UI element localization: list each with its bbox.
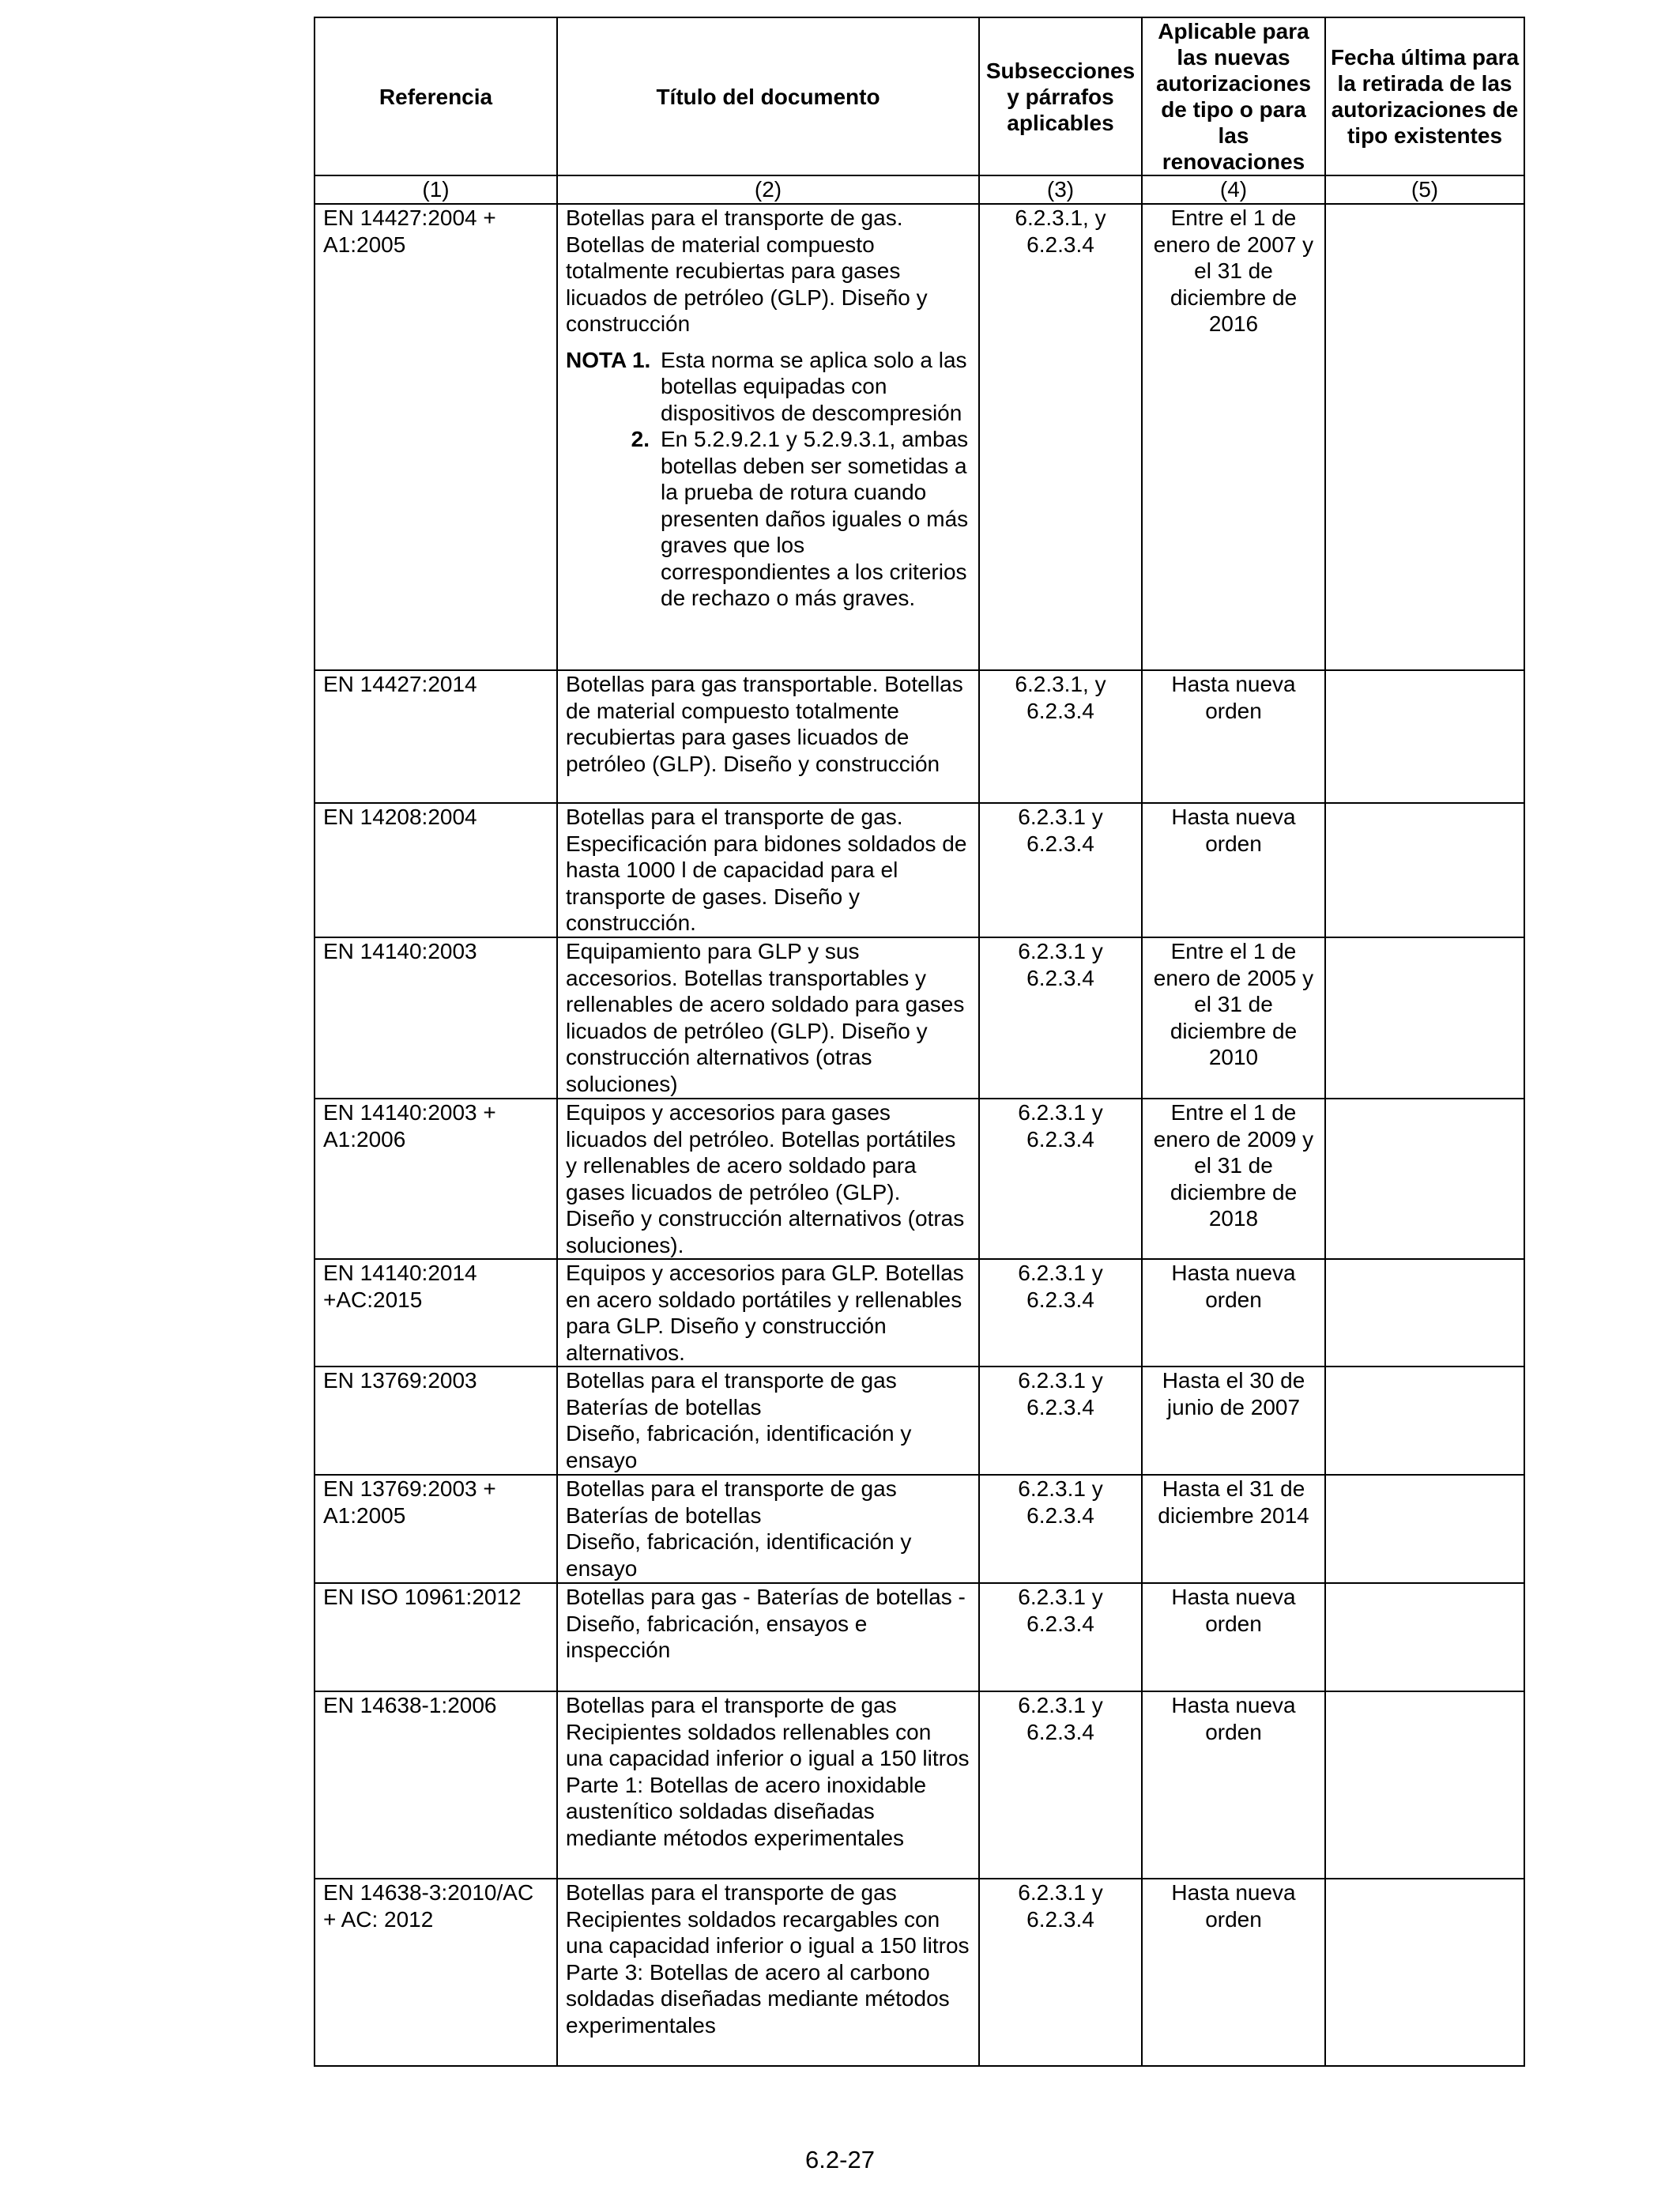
applicable-cell: Entre el 1 de enero de 2009 y el 31 de diciembre de 2018 <box>1142 1099 1325 1259</box>
note-block <box>566 347 970 612</box>
reference-cell: EN 14427:2014 <box>315 670 557 803</box>
column-number-row <box>315 175 1524 204</box>
subsections-cell: 6.2.3.1 y 6.2.3.4 <box>979 803 1142 937</box>
title-cell <box>557 1583 979 1691</box>
applicable-cell: Entre el 1 de enero de 2007 y el 31 de diciembre de 2016 <box>1142 204 1325 670</box>
title-text: Botellas para el transporte de gas. Botellas de material compuesto totalmente recubiertas para gases licuados de petróleo (GLP). Diseño y construcción <box>566 205 928 336</box>
applicable-cell: Hasta el 30 de junio de 2007 <box>1142 1367 1325 1475</box>
header-subsecciones: Subsecciones y párrafos aplicables <box>979 17 1142 175</box>
reference-cell: EN 13769:2003 <box>315 1367 557 1475</box>
subsections-cell: 6.2.3.1 y 6.2.3.4 <box>979 937 1142 1099</box>
title-text: Equipamiento para GLP y sus accesorios. Botellas transportables y rellenables de acero soldado para gases licuados de petróleo (GLP). Diseño y construcción alternativos (otras soluciones) <box>566 939 965 1096</box>
table-row <box>315 1691 1524 1879</box>
table-row <box>315 1583 1524 1691</box>
page-number: 6.2-27 <box>805 2146 875 2173</box>
header-aplicable: Aplicable para las nuevas autorizaciones de tipo o para las renovaciones <box>1142 17 1325 175</box>
title-text: Equipos y accesorios para GLP. Botellas en acero soldado portátiles y rellenables para GLP. Diseño y construcción alternativos. <box>566 1261 964 1365</box>
subsections-cell: 6.2.3.1, y 6.2.3.4 <box>979 204 1142 670</box>
subsections-cell: 6.2.3.1 y 6.2.3.4 <box>979 1099 1142 1259</box>
note-label: NOTA 1. <box>566 347 651 372</box>
standards-table <box>314 17 1525 2067</box>
column-number: (4) <box>1142 175 1325 204</box>
withdrawal-cell <box>1325 1367 1524 1475</box>
applicable-cell: Hasta nueva orden <box>1142 1259 1325 1367</box>
title-cell <box>557 670 979 803</box>
reference-cell: EN 14140:2014 +AC:2015 <box>315 1259 557 1367</box>
withdrawal-cell <box>1325 1879 1524 2066</box>
reference-cell: EN 14427:2004 + A1:2005 <box>315 204 557 670</box>
title-cell <box>557 1475 979 1583</box>
subsections-cell: 6.2.3.1 y 6.2.3.4 <box>979 1259 1142 1367</box>
note-text: Esta norma se aplica solo a las botellas equipadas con dispositivos de descompresión <box>661 347 967 425</box>
title-cell <box>557 1879 979 2066</box>
reference-cell: EN 14638-1:2006 <box>315 1691 557 1879</box>
withdrawal-cell <box>1325 1583 1524 1691</box>
title-text: Equipos y accesorios para gases licuados del petróleo. Botellas portátiles y rellenables de acero soldado para gases licuados de petróleo (GLP). Diseño y construcción alternativos (otras soluciones). <box>566 1100 965 1257</box>
applicable-cell: Hasta el 31 de diciembre 2014 <box>1142 1475 1325 1583</box>
applicable-cell: Hasta nueva orden <box>1142 670 1325 803</box>
withdrawal-cell <box>1325 204 1524 670</box>
title-cell <box>557 1099 979 1259</box>
note-label: 2. <box>631 427 650 451</box>
note-text: En 5.2.9.2.1 y 5.2.9.3.1, ambas botellas deben ser sometidas a la prueba de rotura cuando presenten daños iguales o más graves que los correspondientes a los criterios de rechazo o más graves. <box>661 427 969 610</box>
column-number: (5) <box>1325 175 1524 204</box>
column-number: (1) <box>315 175 557 204</box>
header-referencia: Referencia <box>315 17 557 175</box>
reference-cell: EN ISO 10961:2012 <box>315 1583 557 1691</box>
title-cell <box>557 937 979 1099</box>
withdrawal-cell <box>1325 670 1524 803</box>
withdrawal-cell <box>1325 1475 1524 1583</box>
table-row <box>315 1475 1524 1583</box>
applicable-cell: Hasta nueva orden <box>1142 1879 1325 2066</box>
title-text: Botellas para el transporte de gas Baterías de botellas Diseño, fabricación, identificación y ensayo <box>566 1476 912 1581</box>
reference-cell: EN 14208:2004 <box>315 803 557 937</box>
table-row <box>315 1367 1524 1475</box>
title-text: Botellas para el transporte de gas Baterías de botellas Diseño, fabricación, identificación y ensayo <box>566 1368 912 1472</box>
title-text: Botellas para el transporte de gas. Especificación para bidones soldados de hasta 1000 l de capacidad para el transporte de gases. Diseño y construcción. <box>566 805 967 935</box>
header-fecha-retirada: Fecha última para la retirada de las autorizaciones de tipo existentes <box>1325 17 1524 175</box>
table-row <box>315 1879 1524 2066</box>
applicable-cell: Entre el 1 de enero de 2005 y el 31 de diciembre de 2010 <box>1142 937 1325 1099</box>
table-row <box>315 204 1524 670</box>
subsections-cell: 6.2.3.1, y 6.2.3.4 <box>979 670 1142 803</box>
withdrawal-cell <box>1325 803 1524 937</box>
reference-cell: EN 14140:2003 + A1:2006 <box>315 1099 557 1259</box>
column-number: (2) <box>557 175 979 204</box>
subsections-cell: 6.2.3.1 y 6.2.3.4 <box>979 1475 1142 1583</box>
subsections-cell: 6.2.3.1 y 6.2.3.4 <box>979 1691 1142 1879</box>
withdrawal-cell <box>1325 1099 1524 1259</box>
title-text: Botellas para gas transportable. Botellas de material compuesto totalmente recubiertas para gases licuados de petróleo (GLP). Diseño y construcción <box>566 672 963 776</box>
header-titulo: Título del documento <box>557 17 979 175</box>
withdrawal-cell <box>1325 1259 1524 1367</box>
table-row <box>315 803 1524 937</box>
title-cell <box>557 803 979 937</box>
applicable-cell: Hasta nueva orden <box>1142 1583 1325 1691</box>
title-text: Botellas para el transporte de gas Recipientes soldados recargables con una capacidad inferior o igual a 150 litros Parte 3: Botellas de acero al carbono soldadas diseñadas mediante métodos experimentales <box>566 1880 970 2038</box>
subsections-cell: 6.2.3.1 y 6.2.3.4 <box>979 1583 1142 1691</box>
title-cell <box>557 204 979 670</box>
reference-cell: EN 14638-3:2010/AC + AC: 2012 <box>315 1879 557 2066</box>
withdrawal-cell <box>1325 937 1524 1099</box>
column-number: (3) <box>979 175 1142 204</box>
applicable-cell: Hasta nueva orden <box>1142 803 1325 937</box>
table-row <box>315 937 1524 1099</box>
title-cell <box>557 1691 979 1879</box>
table-row <box>315 670 1524 803</box>
title-text: Botellas para el transporte de gas Recipientes soldados rellenables con una capacidad inferior o igual a 150 litros Parte 1: Botellas de acero inoxidable austenítico soldadas diseñadas mediante métodos experimentales <box>566 1693 970 1850</box>
title-cell <box>557 1259 979 1367</box>
withdrawal-cell <box>1325 1691 1524 1879</box>
title-text: Botellas para gas - Baterías de botellas - Diseño, fabricación, ensayos e inspección <box>566 1585 966 1662</box>
title-cell <box>557 1367 979 1475</box>
subsections-cell: 6.2.3.1 y 6.2.3.4 <box>979 1367 1142 1475</box>
subsections-cell: 6.2.3.1 y 6.2.3.4 <box>979 1879 1142 2066</box>
reference-cell: EN 13769:2003 + A1:2005 <box>315 1475 557 1583</box>
table-row <box>315 1099 1524 1259</box>
reference-cell: EN 14140:2003 <box>315 937 557 1099</box>
header-row <box>315 17 1524 175</box>
applicable-cell: Hasta nueva orden <box>1142 1691 1325 1879</box>
table-row <box>315 1259 1524 1367</box>
